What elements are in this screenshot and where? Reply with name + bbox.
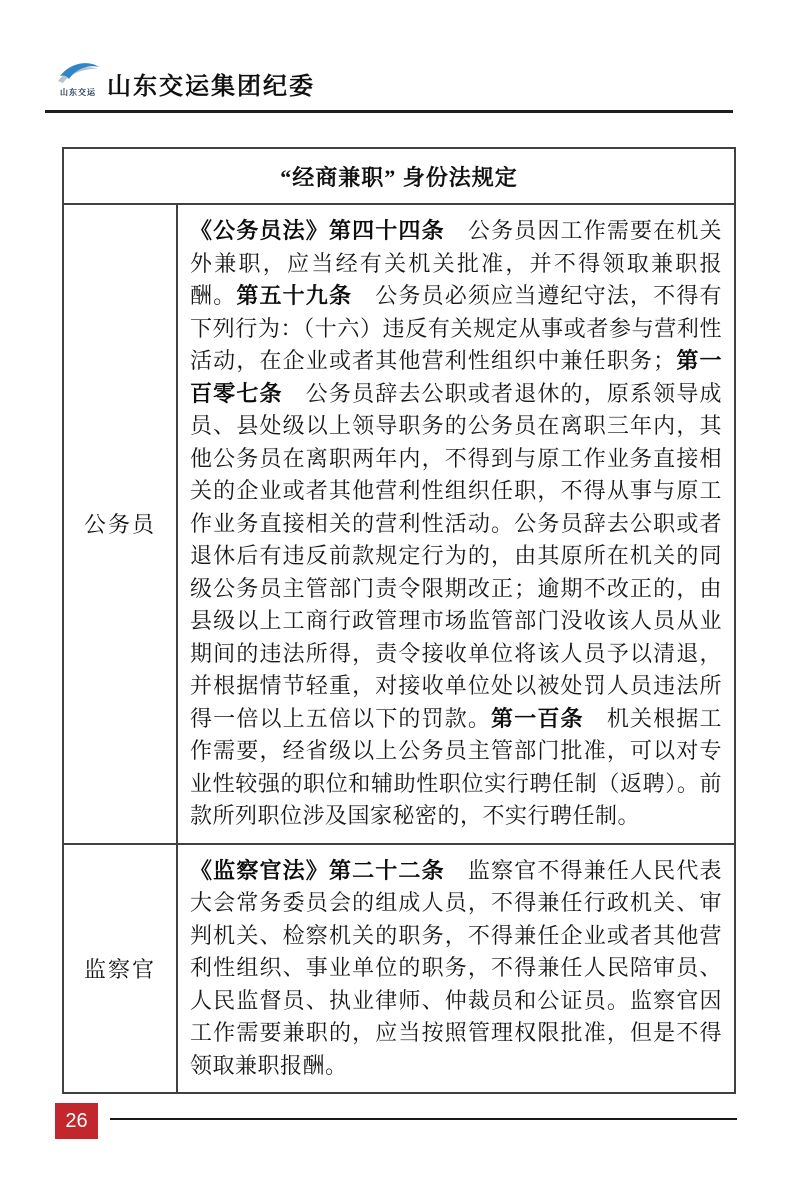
row-label-civil-servant: 公务员: [64, 205, 178, 843]
table-row: [64, 205, 734, 845]
row-content-civil-servant: 《公务员法》第四十四条 公务员因工作需要在机关外兼职，应当经有关机关批准，并不得领取兼职报酬。第五十九条 公务员必须应当遵纪守法，不得有下列行为：（十六）违反有关规定从事或者参与营利性活动，在企业或者其他营利性组织中兼任职务；第一百零七条 公务员辞去公职或者退休的，原系领导成员、县处级以上领导职务的公务员在离职三年内，其他公务员在离职两年内，不得到与原工作业务直接相关的企业或者其他营利性组织任职，不得从事与原工作业务直接相关的营利性活动。公务员辞去公职或者退休后有违反前款规定行为的，由其原所在机关的同级公务员主管部门责令限期改正；逾期不改正的，由县级以上工商行政管理市场监管部门没收该人员从业期间的违法所得，责令接收单位将该人员予以清退，并根据情节轻重，对接收单位处以被处罚人员违法所得一倍以上五倍以下的罚款。第一百条 机关根据工作需要，经省级以上公务员主管部门批准，可以对专业性较强的职位和辅助性职位实行聘任制（返聘）。前款所列职位涉及国家秘密的，不实行聘任制。: [190, 218, 722, 828]
logo-caption-text: 山东交运: [60, 88, 96, 97]
regulations-table: [62, 147, 736, 1094]
row-content-supervisor: 《监察官法》第二十二条 监察官不得兼任人民代表大会常务委员会的组成人员，不得兼任行政机关、审判机关、检察机关的职务，不得兼任企业或者其他营利性组织、事业单位的职务，不得兼任人民陪审员、人民监督员、执业律师、仲裁员和公证员。监察官因工作需要兼职的，应当按照管理权限批准，但是不得领取兼职报酬。: [190, 857, 722, 1078]
row-label-supervisor: 监察官: [64, 845, 178, 1093]
brand-title: 山东交运集团纪委: [107, 73, 315, 100]
brand-logo: [53, 58, 103, 98]
bird-swoosh-logo-icon: [53, 58, 103, 86]
page-header: [45, 58, 745, 108]
page-number-badge: 26: [55, 1103, 98, 1139]
header-divider: [45, 110, 733, 113]
table-row: [64, 845, 734, 1093]
table-title: “经商兼职” 身份法规定: [64, 149, 734, 205]
footer-divider: [110, 1118, 737, 1120]
